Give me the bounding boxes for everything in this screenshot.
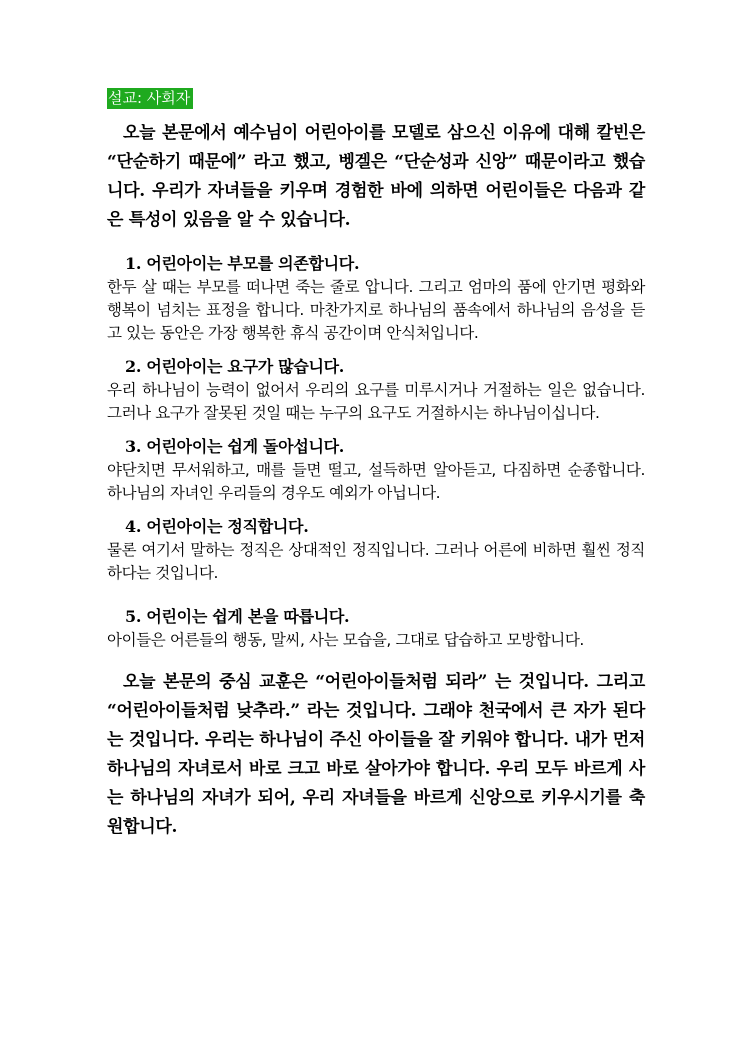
section-4 [107, 515, 645, 585]
section-1 [107, 252, 645, 345]
section-body: 우리 하나님이 능력이 없어서 우리의 요구를 미루시거나 거절하는 일은 없습니다. 그러나 요구가 잘못된 것일 때는 누구의 요구도 거절하시는 하나님이십니다. [107, 381, 645, 422]
section-body: 야단치면 무서워하고, 매를 들면 떨고, 설득하면 알아듣고, 다짐하면 순종합니다. 하나님의 자녀인 우리들의 경우도 예외가 아닙니다. [107, 461, 645, 502]
section-heading: 5. 어린이는 쉽게 본을 따릅니다. [125, 607, 350, 626]
section-body: 한두 살 때는 부모를 떠나면 죽는 줄로 압니다. 그리고 엄마의 품에 안기면 평화와 행복이 넘치는 표정을 합니다. 마찬가지로 하나님의 품속에서 하나님의 음성을 듣고 있는 동안은 가장 행복한 휴식 공간이며 안식처입니다. [107, 278, 645, 342]
role-label: 설교: 사회자 [107, 88, 193, 109]
section-heading: 3. 어린아이는 쉽게 돌아섭니다. [125, 437, 345, 456]
section-heading: 4. 어린아이는 정직합니다. [125, 517, 309, 536]
intro-paragraph: 오늘 본문에서 예수님이 어린아이를 모델로 삼으신 이유에 대해 칼빈은 “단순하기 때문에” 라고 했고, 벵겔은 “단순성과 신앙” 때문이라고 했습니다. 우리가 자녀들을 키우며 경험한 바에 의하면 어린이들은 다음과 같은 특성이 있음을 알 수 있습니다. [107, 123, 645, 230]
section-body: 아이들은 어른들의 행동, 말씨, 사는 모습을, 그대로 답습하고 모방합니다. [107, 631, 584, 649]
section-heading: 1. 어린아이는 부모를 의존합니다. [125, 254, 360, 273]
section-2 [107, 355, 645, 425]
document-page [107, 88, 645, 842]
section-heading: 2. 어린아이는 요구가 많습니다. [125, 357, 345, 376]
section-body: 물론 여기서 말하는 정직은 상대적인 정직입니다. 그러나 어른에 비하면 훨씬 정직하다는 것입니다. [107, 541, 645, 582]
section-5 [107, 605, 645, 652]
closing-paragraph: 오늘 본문의 중심 교훈은 “어린아이들처럼 되라” 는 것입니다. 그리고 “어린아이들처럼 낮추라.” 라는 것입니다. 그래야 천국에서 큰 자가 된다는 것입니다. 우리는 하나님이 주신 아이들을 잘 키워야 합니다. 내가 먼저 하나님의 자녀로서 바로 크고 바로 살아가야 합니다. 우리 모두 바르게 사는 하나님의 자녀가 되어, 우리 자녀들을 바르게 신앙으로 키우시기를 축원합니다. [107, 672, 645, 837]
section-3 [107, 435, 645, 505]
